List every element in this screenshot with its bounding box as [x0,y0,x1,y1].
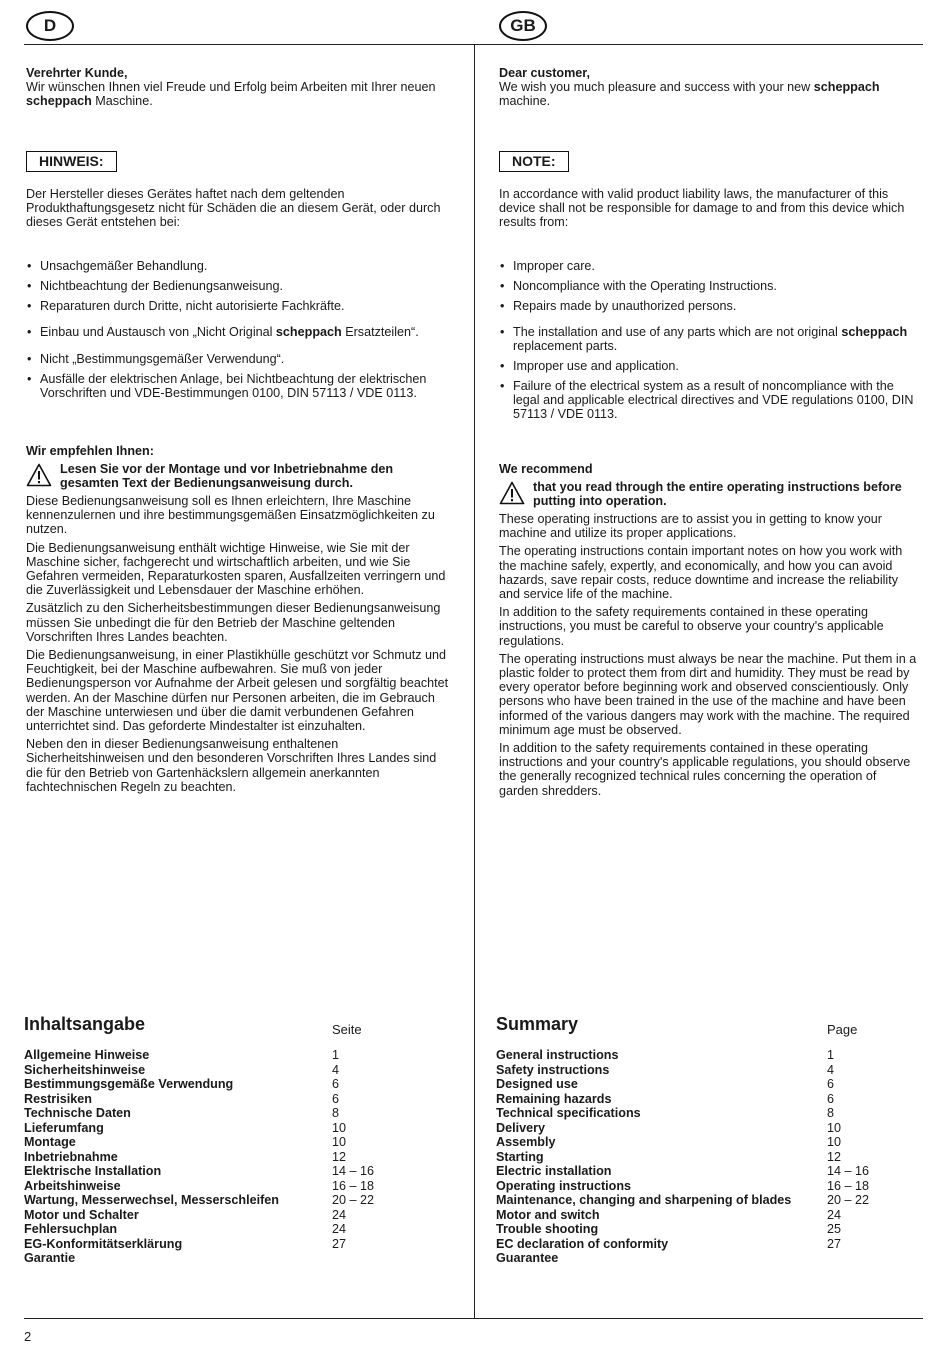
list-item: • Unsachgemäßer Behandlung. [26,259,452,273]
toc-row [496,1121,916,1136]
toc-entry-page: 24 [332,1207,347,1222]
toc-entry-label: Wartung, Messerwechsel, Messerschleifen [24,1193,280,1207]
toc-row [496,1222,916,1237]
list-item: • Improper use and application. [499,359,919,373]
body-paragraph: Neben den in dieser Bedienungsanweisung enthaltenen Sicherheitshinweisen und den besonderen Vorschriften Ihres Landes sind die für den Betrieb von Gartenhäckslern allgemein anerkannten fachtechnischen Regeln zu beachten. [26,737,437,794]
toc-row [496,1150,916,1165]
toc-row [496,1164,916,1179]
liability-list-a [499,259,919,313]
toc-entry-page: 8 [332,1106,340,1120]
toc-entry-page: 14 – 16 [332,1164,375,1178]
toc-title: Inhaltsangabe [24,1014,146,1034]
toc-entry-label: EG-Konformitätserklärung [24,1236,183,1251]
toc-row [496,1106,916,1121]
warning-triangle-icon [499,481,525,505]
toc-row [24,1251,454,1266]
toc-row [496,1193,916,1208]
toc-row [24,1121,454,1136]
toc-entry-page: 1 [332,1048,340,1062]
toc-row [24,1222,454,1237]
body-paragraph: The operating instructions must always be near the machine. Put them in a plastic folder to protect them from dirt and humidity. They must be read by every operator before beginning work and observed conscientiously. Only persons who have been trained in the use of the machine and have been informed of the various dangers may work with the machine. The required minimum age must be observed. [499,651,917,737]
toc-entry-page: 14 – 16 [827,1164,870,1178]
toc-entry-label: Allgemeine Hinweise [24,1048,150,1062]
toc-row [496,1135,916,1150]
toc-entry-label: Maintenance, changing and sharpening of blades [496,1193,792,1207]
body-paragraph: Diese Bedienungsanweisung soll es Ihnen erleichtern, Ihre Maschine kennenzulernen und ihre bestimmungsgemäßen Einsatzmöglichkeiten zu nutzen. [26,494,435,537]
toc-row [496,1092,916,1107]
toc-entry-label: Assembly [496,1135,556,1149]
toc-entry-page: 10 [332,1120,347,1135]
greeting-title: Dear customer, [499,66,590,80]
warning-text: Lesen Sie vor der Montage und vor Inbetriebnahme den gesamten Text der Bedienungsanweisung durch. [60,461,394,490]
toc-entry-label: Motor and switch [496,1207,600,1222]
toc-entry-page: 6 [332,1091,340,1106]
toc-row [496,1179,916,1194]
list-item: • Nichtbeachtung der Bedienungsanweisung. [26,279,452,293]
toc-row [496,1251,916,1266]
toc-page-label: Page [827,1022,858,1037]
toc-entry-page: 20 – 22 [827,1193,870,1207]
toc-entry-label: Lieferumfang [24,1120,104,1135]
body-paragraph: The operating instructions contain important notes on how you work with the machine safely, expertly, and economically, and how you can avoid hazards, save repair costs, reduce downtime and increase the reliability and service life of the machine. [499,544,903,602]
recommend-title: Wir empfehlen Ihnen: [26,444,154,459]
toc-row [24,1106,454,1121]
toc-entry-page: 4 [827,1062,835,1077]
toc-row [24,1063,454,1078]
toc-header [24,1014,454,1045]
note-intro: In accordance with valid product liability laws, the manufacturer of this device shall not be responsible for damage to and from this device which results from: [499,186,905,230]
toc-row [24,1164,454,1179]
toc-row [24,1208,454,1223]
toc-entry-label: Inbetriebnahme [24,1149,118,1164]
toc-entry-label: Operating instructions [496,1178,632,1193]
warning-row [26,462,452,490]
toc-entry-page: 10 [827,1120,842,1135]
language-badge-de: D [26,11,74,41]
toc-row [496,1048,916,1063]
greeting-text: We wish you much pleasure and success with your new scheppach machine. [499,80,880,109]
list-item: • The installation and use of any parts which are not original scheppach replacement parts. [499,325,919,353]
greeting-text: Wir wünschen Ihnen viel Freude und Erfolg beim Arbeiten mit Ihrer neuen scheppach Maschine. [26,80,436,109]
bottom-rule [24,1318,923,1319]
toc-entry-page: 6 [827,1091,835,1106]
toc-row [24,1179,454,1194]
toc-entry-page: 4 [332,1062,340,1077]
toc-entry-page: 27 [332,1236,347,1251]
toc-entry-label: General instructions [496,1048,619,1062]
note-label: HINWEIS: [26,151,117,172]
recommend-title: We recommend [499,462,593,477]
language-badge-gb: GB [499,11,547,41]
toc-entry-label: Garantie [24,1251,76,1265]
toc-entry-page: 10 [332,1135,347,1149]
liability-list-b [26,325,452,339]
toc-entry-label: Trouble shooting [496,1222,599,1236]
warning-row [499,480,919,508]
english-column [499,66,919,798]
toc-entry-label: Designed use [496,1077,578,1091]
toc-entry-label: Delivery [496,1120,546,1135]
toc-entry-page: 1 [827,1048,835,1062]
toc-row [24,1135,454,1150]
list-item: • Failure of the electrical system as a result of noncompliance with the legal and applicable electrical directives and VDE regulations 0100, DIN 57113 / VDE 0113. [499,379,919,422]
toc-entry-label: Technical specifications [496,1106,641,1120]
recommend-paragraphs [499,512,919,798]
toc-row [496,1237,916,1252]
toc-title: Summary [496,1014,579,1034]
toc-entry-page: 27 [827,1236,842,1251]
toc-entry-page: 12 [332,1149,347,1164]
body-paragraph: Die Bedienungsanweisung enthält wichtige Hinweise, wie Sie mit der Maschine sicher, fachgerecht und wirtschaftlich arbeiten, und wie Sie Gefahren vermeiden, Reparaturkosten sparen, Ausfallzeiten verringern und die Zuverlässigkeit und Lebensdauer der Maschine erhöhen. [26,540,446,598]
toc-entry-label: Remaining hazards [496,1091,612,1106]
body-paragraph: Die Bedienungsanweisung, in einer Plastikhülle geschützt vor Schmutz und Feuchtigkeit, bei der Maschine aufbewahren. Sie muß von jeder Bedienungsperson vor Aufnahme der Arbeit gelesen und sorgfältig beachtet werden. An der Maschine dürfen nur Personen arbeiten, die im Gebrauch der Maschine unterwiesen und über die damit verbundenen Gefahren unterrichtet sind. Das geforderte Mindestalter ist einzuhalten. [26,648,449,734]
toc-entry-page: 8 [827,1106,835,1120]
toc-row [24,1048,454,1063]
body-paragraph: These operating instructions are to assist you in getting to know your machine and utilize its proper applications. [499,512,882,541]
toc-page-label: Seite [332,1022,362,1037]
toc-entry-page: 10 [827,1135,842,1149]
toc-entry-label: Bestimmungsgemäße Verwendung [24,1077,234,1091]
list-item: • Repairs made by unauthorized persons. [499,299,919,313]
liability-list-c [499,359,919,421]
greeting [26,66,452,109]
liability-list-b [499,325,919,353]
toc-entry-page: 16 – 18 [332,1178,375,1193]
toc-entry-label: Guarantee [496,1251,559,1265]
body-paragraph: In addition to the safety requirements contained in these operating instructions, you must be careful to observe your country's applicable regulations. [499,605,884,648]
toc-entry-page: 25 [827,1222,842,1236]
toc-entry-label: Elektrische Installation [24,1164,162,1178]
note-intro: Der Hersteller dieses Gerätes haftet nach dem geltenden Produkthaftungsgesetz nicht für Schäden die an diesem Gerät, oder durch dieses Gerät entstehen bei: [26,186,441,230]
toc-entry-page: 12 [827,1149,842,1164]
toc-entry-label: Electric installation [496,1164,612,1178]
toc-row [496,1063,916,1078]
column-divider [474,44,475,1319]
liability-list-c [26,352,452,400]
toc-entry-page: 24 [332,1222,347,1236]
toc-entry-page: 16 – 18 [827,1178,870,1193]
list-item: • Reparaturen durch Dritte, nicht autorisierte Fachkräfte. [26,299,452,313]
german-column [26,66,452,794]
toc-entry-label: Sicherheitshinweise [24,1062,146,1077]
toc-header [496,1014,916,1045]
toc-entry-page: 24 [827,1207,842,1222]
table-of-contents-de [24,1014,454,1266]
toc-list [496,1048,916,1266]
toc-entry-label: EC declaration of conformity [496,1236,669,1251]
toc-entry-page: 20 – 22 [332,1193,375,1207]
toc-row [496,1077,916,1092]
page-number: 2 [24,1329,32,1344]
recommend-paragraphs [26,494,452,794]
toc-list [24,1048,454,1266]
toc-entry-label: Montage [24,1135,76,1149]
toc-entry-label: Fehlersuchplan [24,1222,118,1236]
note-label: NOTE: [499,151,569,172]
list-item: • Noncompliance with the Operating Instructions. [499,279,919,293]
liability-list-a [26,259,452,313]
toc-row [24,1092,454,1107]
warning-triangle-icon [26,463,52,487]
greeting-title: Verehrter Kunde, [26,66,128,80]
toc-entry-label: Motor und Schalter [24,1207,139,1222]
body-paragraph: In addition to the safety requirements contained in these operating instructions and your country's applicable regulations, you should observe the generally recognized technical rules concerning the operation of garden shredders. [499,741,911,798]
table-of-contents-gb [496,1014,916,1266]
toc-row [24,1077,454,1092]
toc-entry-label: Safety instructions [496,1062,610,1077]
toc-entry-label: Technische Daten [24,1106,131,1120]
toc-entry-page: 6 [332,1077,340,1091]
toc-entry-label: Restrisiken [24,1091,92,1106]
toc-row [24,1193,454,1208]
toc-entry-label: Arbeitshinweise [24,1178,121,1193]
greeting [499,66,919,109]
body-paragraph: Zusätzlich zu den Sicherheitsbestimmungen dieser Bedienungsanweisung müssen Sie unbedingt die für den Betrieb der Maschine geltenden Vorschriften Ihres Landes beachten. [26,601,441,644]
warning-text: that you read through the entire operating instructions before putting into operation. [533,479,902,508]
toc-row [496,1208,916,1223]
list-item: • Ausfälle der elektrischen Anlage, bei Nichtbeachtung der elektrischen Vorschriften und VDE-Bestimmungen 0100, DIN 57113 / VDE 0113. [26,372,452,400]
list-item: • Nicht „Bestimmungsgemäßer Verwendung“. [26,352,452,366]
toc-row [24,1237,454,1252]
toc-row [24,1150,454,1165]
list-item: • Einbau und Austausch von „Nicht Original scheppach Ersatzteilen“. [26,325,452,339]
toc-entry-label: Starting [496,1149,544,1164]
list-item: • Improper care. [499,259,919,273]
toc-entry-page: 6 [827,1077,835,1091]
